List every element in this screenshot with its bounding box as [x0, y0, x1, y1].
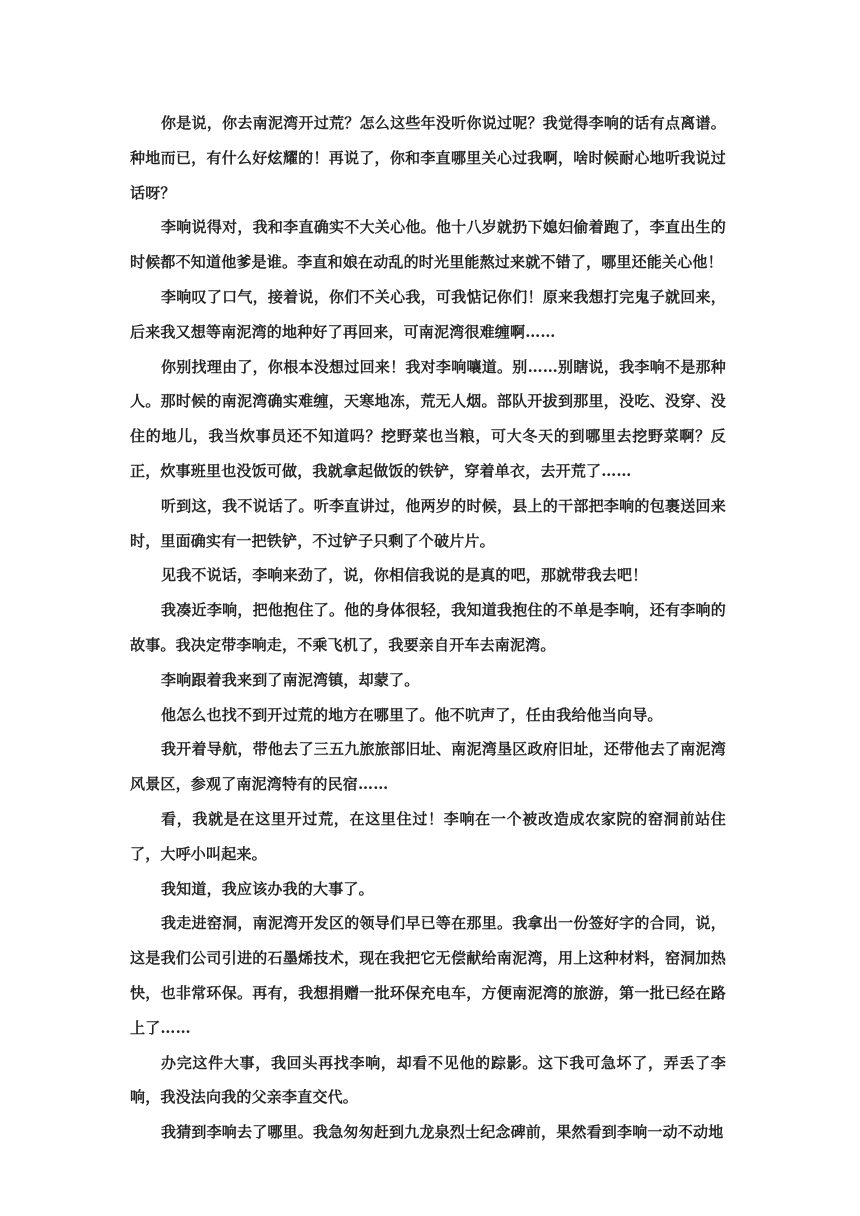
paragraph: 你别找理由了，你根本没想过回来！我对李响嚷道。别……别瞎说，我李响不是那种人。那时候的南泥湾确实难缠，天寒地冻，荒无人烟。部队开拔到那里，没吃、没穿、没住的地儿，我当炊事员还不知道吗？挖野菜也当粮，可大冬天的到哪里去挖野菜啊？反正，炊事班里也没饭可做，我就拿起做饭的铁铲，穿着单衣，去开荒了…… [130, 357, 726, 480]
paragraph: 我凑近李响，把他抱住了。他的身体很轻，我知道我抱住的不单是李响，还有李响的故事。我决定带李响走，不乘飞机了，我要亲自开车去南泥湾。 [130, 601, 726, 654]
paragraph: 我开着导航，带他去了三五九旅旅部旧址、南泥湾垦区政府旧址，还带他去了南泥湾风景区，参观了南泥湾特有的民宿…… [130, 740, 726, 794]
paragraph: 我走进窑洞，南泥湾开发区的领导们早已等在那里。我拿出一份签好字的合同，说，这是我们公司引进的石墨烯技术，现在我把它无偿献给南泥湾，用上这种材料，窑洞加热快，也非常环保。再有，我想捐赠一批环保充电车，方便南泥湾的旅游，第一批已经在路上了…… [130, 914, 726, 1037]
paragraph: 听到这，我不说话了。听李直讲过，他两岁的时候，县上的干部把李响的包裹送回来时，里面确实有一把铁铲，不过铲子只剩了个破片片。 [130, 496, 726, 550]
paragraph: 办完这件大事，我回头再找李响，却看不见他的踪影。这下我可急坏了，弄丢了李响，我没法向我的父亲李直交代。 [130, 1053, 726, 1107]
paragraph: 他怎么也找不到开过荒的地方在哪里了。他不吭声了，任由我给他当向导。 [161, 705, 663, 724]
paragraph: 我知道，我应该办我的大事了。 [161, 879, 374, 898]
paragraph: 李响说得对，我和李直确实不大关心他。他十八岁就扔下媳妇偷着跑了，李直出生的时候都不知道他爹是谁。李直和娘在动乱的时光里能熬过来就不错了，哪里还能关心他！ [130, 218, 726, 272]
paragraph: 李响跟着我来到了南泥湾镇，却蒙了。 [161, 670, 420, 689]
paragraph: 见我不说话，李响来劲了，说，你相信我说的是真的吧，那就带我去吧！ [161, 566, 648, 585]
paragraph: 我猜到李响去了哪里。我急匆匆赶到九龙泉烈士纪念碑前，果然看到李响一动不动地 [161, 1123, 724, 1142]
paragraph: 你是说，你去南泥湾开过荒？怎么这些年没听你说过呢？我觉得李响的话有点离谱。种地而已，有什么好炫耀的！再说了，你和李直哪里关心过我啊，啥时候耐心地听我说过话呀？ [130, 114, 726, 202]
paragraph: 看，我就是在这里开过荒，在这里住过！李响在一个被改造成农家院的窑洞前站住了，大呼小叫起来。 [130, 809, 726, 863]
document-page [130, 106, 726, 1150]
paragraph: 李响叹了口气，接着说，你们不关心我，可我惦记你们！原来我想打完鬼子就回来，后来我又想等南泥湾的地种好了再回来，可南泥湾很难缠啊…… [130, 287, 726, 341]
